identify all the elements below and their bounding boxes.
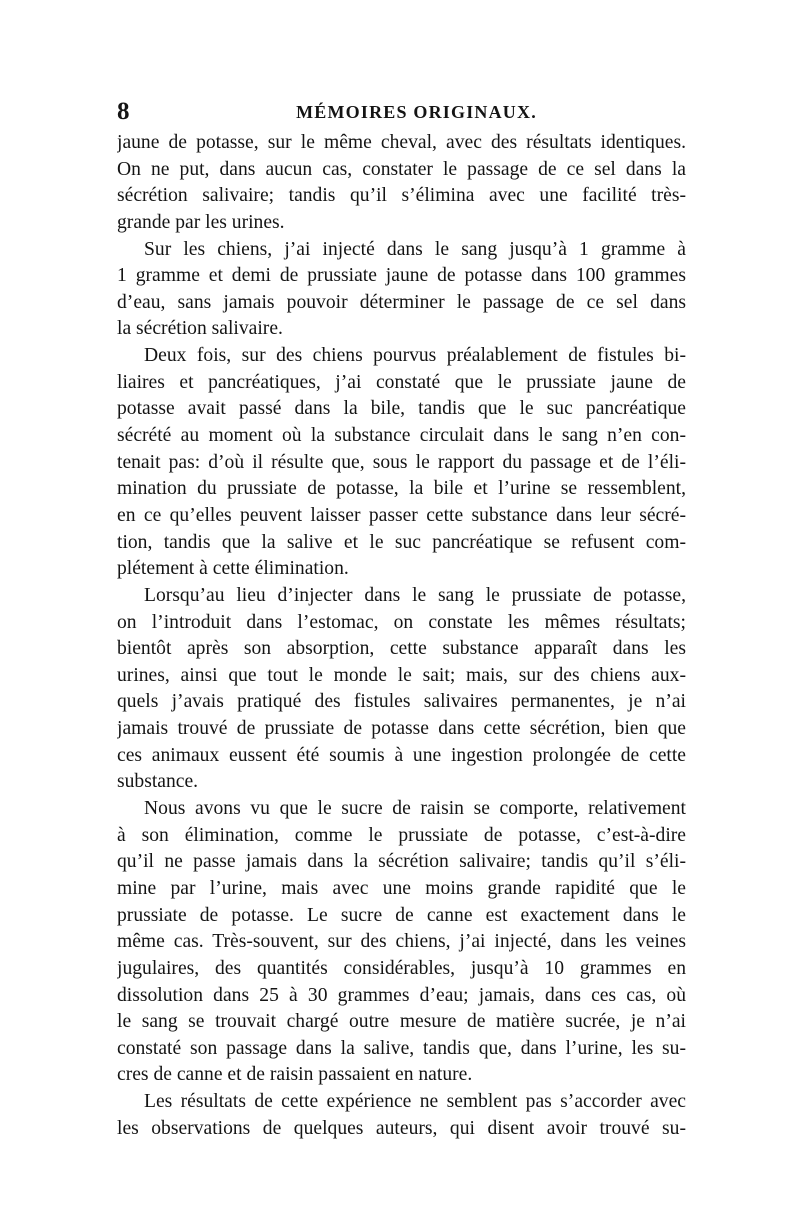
text-line: jaune de potasse, sur le même cheval, avec des résultats identiques. [117,132,686,153]
text-line: ces animaux eussent été soumis à une ingestion prolongée de cette [117,744,686,766]
text-line: On ne put, dans aucun cas, constater le passage de ce sel dans la [117,158,686,180]
text-line: Nous avons vu que le sucre de raisin se comporte, relativement [144,798,686,820]
text-line: les observations de quelques auteurs, qui disent avoir trouvé su- [117,1117,686,1139]
text-line: plétement à cette élimination. [117,558,349,580]
page-number: 8 [117,98,130,125]
text-line: liaires et pancréatiques, j’ai constaté que le prussiate jaune de [117,371,686,393]
text-line: substance. [117,771,199,793]
text-line: le sang se trouvait chargé outre mesure de matière sucrée, je n’ai [117,1011,686,1033]
text-line: Lorsqu’au lieu d’injecter dans le sang le prussiate de potasse, [144,584,686,606]
body-text [117,130,686,1142]
text-line: urines, ainsi que tout le monde le sait; mais, sur des chiens aux- [117,664,686,686]
text-line: dissolution dans 25 à 30 grammes d’eau; jamais, dans ces cas, où [117,984,686,1006]
text-line: la sécrétion salivaire. [117,318,283,340]
text-line: tion, tandis que la salive et le suc pancréatique se refusent com- [117,531,686,553]
text-line: Les résultats de cette expérience ne semblent pas s’accorder avec [144,1091,686,1113]
text-line: sécrété au moment où la substance circulait dans le sang n’en con- [117,425,686,447]
text-line: en ce qu’elles peuvent laisser passer cette substance dans leur sécré- [117,504,686,526]
text-line: Deux fois, sur des chiens pourvus préalablement de fistules bi- [144,345,686,367]
text-line: 1 gramme et demi de prussiate jaune de potasse dans 100 grammes [117,265,686,287]
text-line: bientôt après son absorption, cette substance apparaît dans les [117,638,686,660]
text-line: tenait pas: d’où il résulte que, sous le rapport du passage et de l’éli- [117,451,686,473]
text-line: prussiate de potasse. Le sucre de canne est exactement dans le [117,904,686,926]
text-line: grande par les urines. [117,211,285,233]
text-line: jugulaires, des quantités considérables, jusqu’à 10 grammes en [117,957,686,979]
text-line: constaté son passage dans la salive, tandis que, dans l’urine, les su- [117,1037,686,1059]
running-head: MÉMOIRES ORIGINAUX. [296,102,537,122]
text-line: on l’introduit dans l’estomac, on constate les mêmes résultats; [117,611,686,633]
text-line: qu’il ne passe jamais dans la sécrétion salivaire; tandis qu’il s’éli- [117,851,686,873]
text-line: Sur les chiens, j’ai injecté dans le sang jusqu’à 1 gramme à [144,238,686,260]
text-line: jamais trouvé de prussiate de potasse dans cette sécrétion, bien que [117,718,686,740]
text-line: quels j’avais pratiqué des fistules salivaires permanentes, je n’ai [117,691,686,713]
text-line: mination du prussiate de potasse, la bile et l’urine se ressemblent, [117,478,686,500]
text-line: d’eau, sans jamais pouvoir déterminer le passage de ce sel dans [117,291,686,313]
text-line: mine par l’urine, mais avec une moins grande rapidité que le [117,877,686,899]
text-line: même cas. Très-souvent, sur des chiens, j’ai injecté, dans les veines [117,931,686,953]
text-line: cres de canne et de raisin passaient en nature. [117,1064,473,1086]
text-line: sécrétion salivaire; tandis qu’il s’élimina avec une facilité très- [117,185,686,207]
text-line: potasse avait passé dans la bile, tandis que le suc pancréatique [117,398,686,420]
page-header [117,97,686,127]
text-line: à son élimination, comme le prussiate de potasse, c’est-à-dire [117,824,686,846]
